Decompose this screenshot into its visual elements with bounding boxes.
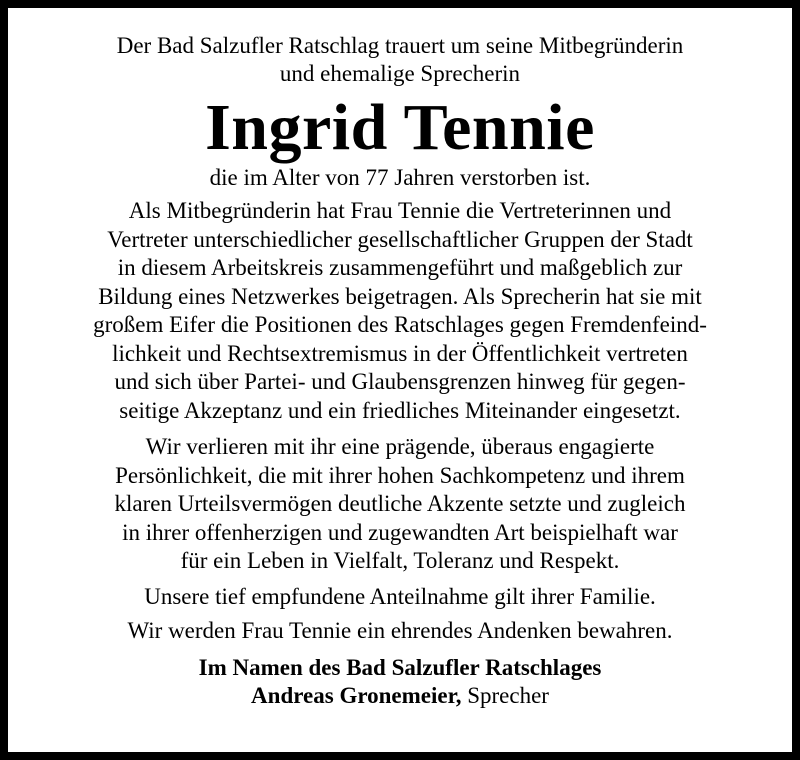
text-line: Bildung eines Netzwerkes beigetragen. Als Sprecherin hat sie mit <box>98 283 702 309</box>
signature-organization: Im Namen des Bad Salzufler Ratschlages <box>198 654 602 680</box>
signature-block <box>8 654 792 711</box>
text-line: Wir verlieren mit ihr eine prägende, überaus engagierte <box>145 434 655 459</box>
signer-role: Sprecher <box>467 683 549 708</box>
signer-name: Andreas Gronemeier, <box>251 683 462 708</box>
intro-text <box>8 32 792 88</box>
text-line: klaren Urteilsvermögen deutliche Akzente setzte und zugleich <box>114 491 686 516</box>
text-line: seitige Akzeptanz und ein friedliches Miteinander eingesetzt. <box>119 397 681 423</box>
text-line: Vertreter unterschiedlicher gesellschaftlicher Gruppen der Stadt <box>107 226 693 252</box>
text-line: großem Eifer die Positionen des Ratschlages gegen Fremdenfeind- <box>93 312 707 337</box>
intro-line: Der Bad Salzufler Ratschlag trauert um seine Mitbegründerin <box>116 33 684 58</box>
text-line: Als Mitbegründerin hat Frau Tennie die Vertreterinnen und <box>128 198 672 223</box>
paragraph-personality <box>8 433 792 576</box>
text-line: Persönlichkeit, die mit ihrer hohen Sachkompetenz und ihrem <box>115 462 685 488</box>
deceased-name: Ingrid Tennie <box>205 91 595 164</box>
obituary-notice <box>8 8 792 752</box>
intro-line: und ehemalige Sprecherin <box>279 61 521 86</box>
text-line: und sich über Partei- und Glaubensgrenzen hinweg für gegen- <box>114 369 686 394</box>
signature-line <box>8 682 792 711</box>
text-line: für ein Leben in Vielfalt, Toleranz und Respekt. <box>180 548 620 573</box>
paragraph-tribute <box>8 197 792 425</box>
paragraph-condolence: Unsere tief empfundene Anteilnahme gilt ihrer Familie. <box>144 583 656 609</box>
paragraph-remembrance: Wir werden Frau Tennie ein ehrendes Andenken bewahren. <box>127 618 673 643</box>
age-line: die im Alter von 77 Jahren verstorben ist. <box>209 165 591 190</box>
text-line: in ihrer offenherzigen und zugewandten Art beispielhaft war <box>122 519 678 545</box>
text-line: lichkeit und Rechtsextremismus in der Öffentlichkeit vertreten <box>112 340 688 366</box>
text-line: in diesem Arbeitskreis zusammengeführt und maßgeblich zur <box>117 255 683 280</box>
